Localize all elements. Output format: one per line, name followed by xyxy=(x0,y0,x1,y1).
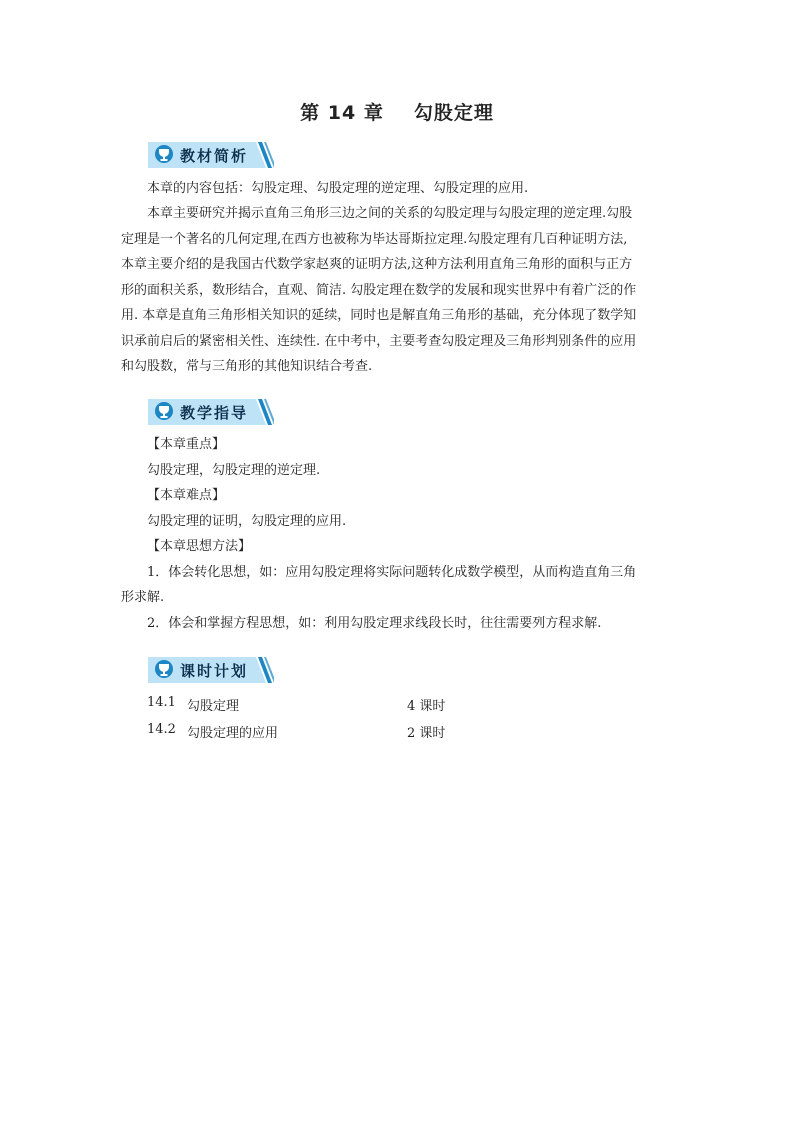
overview-line: 本章主要研究并揭示直角三角形三边之间的关系的勾股定理与勾股定理的逆定理.勾股 xyxy=(147,206,633,221)
schedule-hours: 4 课时 xyxy=(407,699,446,714)
section-title-schedule: 课时计划 xyxy=(180,662,249,680)
chapter-number: 第 14 章 xyxy=(300,102,384,124)
overview-line: 形的面积关系，数形结合，直观、简洁. 勾股定理在数学的发展和现实世界中有着广泛的作 xyxy=(121,282,637,298)
overview-line: 识承前启后的紧密相关性、连续性. 在中考中，主要考查勾股定理及三角形判别条件的应用 xyxy=(121,333,637,349)
schedule-name: 勾股定理的应用 xyxy=(187,726,279,741)
method-1-line-1: 1．体会转化思想，如：应用勾股定理将实际问题转化成数学模型，从而构造直角三角 xyxy=(147,564,637,580)
trophy-icon xyxy=(155,402,173,420)
overview-line: 和勾股数，常与三角形的其他知识结合考查. xyxy=(121,359,373,374)
methods-label: 【本章思想方法】 xyxy=(147,539,252,554)
method-2: 2．体会和掌握方程思想，如：利用勾股定理求线段长时，往往需要列方程求解. xyxy=(147,615,602,631)
schedule-num: 14.2 xyxy=(147,722,176,737)
section-badge-guidance xyxy=(148,399,274,425)
section-badge-schedule xyxy=(148,657,274,683)
overview-line: 用. 本章是直角三角形相关知识的延续，同时也是解直角三角形的基础，充分体现了数学知 xyxy=(121,308,637,323)
schedule-hours: 2 课时 xyxy=(407,726,446,741)
section-badge-overview xyxy=(148,142,274,168)
trophy-icon xyxy=(155,660,173,678)
difficulties-label: 【本章难点】 xyxy=(147,488,226,503)
overview-paragraph-2 xyxy=(121,201,677,380)
section-title-overview: 教材简析 xyxy=(180,147,249,165)
chapter-name: 勾股定理 xyxy=(413,102,494,124)
schedule-num: 14.1 xyxy=(147,695,176,710)
method-1-line-2: 形求解. xyxy=(121,590,165,605)
chapter-title xyxy=(0,98,794,125)
schedule-name: 勾股定理 xyxy=(187,699,240,714)
overview-line: 定理是一个著名的几何定理,在西方也被称为毕达哥斯拉定理.勾股定理有几百种证明方法, xyxy=(121,231,628,247)
trophy-icon xyxy=(155,145,173,163)
key-points-text: 勾股定理，勾股定理的逆定理. xyxy=(147,462,321,478)
key-points-label: 【本章重点】 xyxy=(147,437,226,452)
difficulties-text: 勾股定理的证明，勾股定理的应用. xyxy=(147,513,347,529)
guidance-block xyxy=(121,432,677,636)
overview-paragraph-1: 本章的内容包括：勾股定理、勾股定理的逆定理、勾股定理的应用. xyxy=(147,181,529,196)
section-title-guidance: 教学指导 xyxy=(180,404,249,422)
overview-line: 本章主要介绍的是我国古代数学家赵爽的证明方法,这种方法利用直角三角形的面积与正方 xyxy=(121,257,633,272)
